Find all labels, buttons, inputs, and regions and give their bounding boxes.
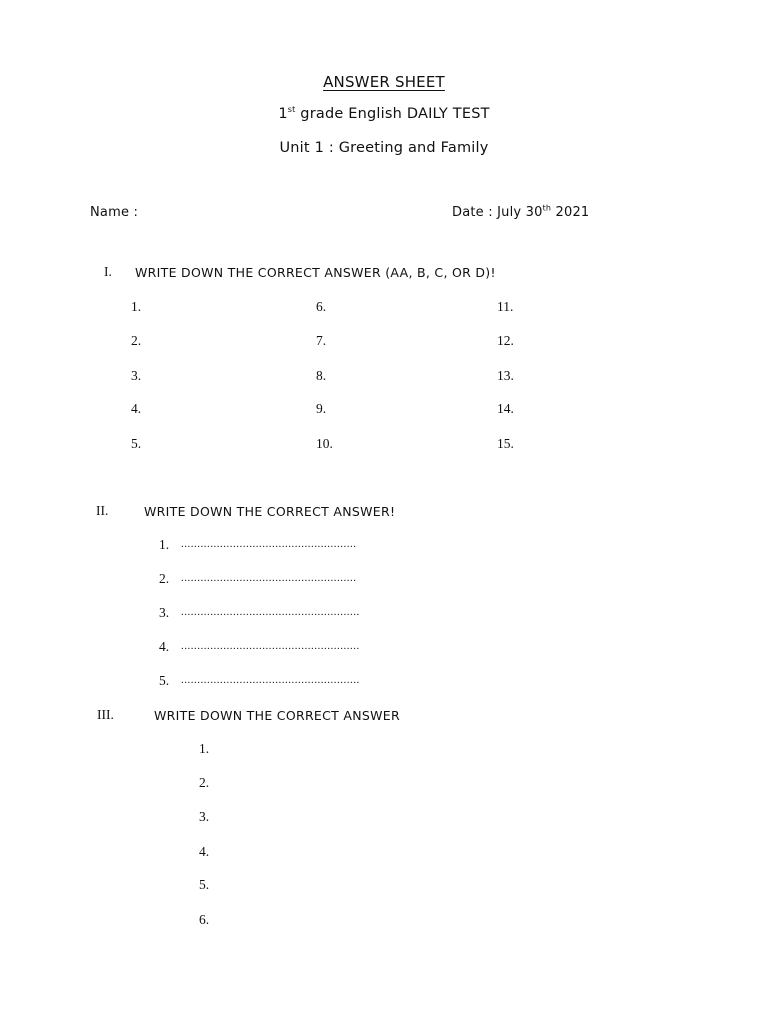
s1-item: 4. — [131, 401, 142, 416]
s1-item: 10. — [316, 436, 333, 451]
s2-answer-line: ....................................................... — [181, 640, 360, 652]
grade-title — [0, 106, 768, 122]
date-ordinal: th — [542, 203, 552, 213]
s1-item: 11. — [497, 299, 514, 314]
section-1-instruction: WRITE DOWN THE CORRECT ANSWER (AA, B, C, OR D)! — [135, 265, 496, 280]
s2-item-number: 5. — [159, 673, 170, 688]
s2-item-number: 4. — [159, 639, 170, 654]
s3-item: 1. — [199, 741, 210, 756]
s3-item: 4. — [199, 844, 210, 859]
s1-item: 8. — [316, 368, 327, 383]
s1-item: 12. — [497, 333, 514, 348]
s2-answer-line: ...................................................... — [181, 572, 357, 584]
s1-item: 1. — [131, 299, 142, 314]
unit-title: Unit 1 : Greeting and Family — [279, 140, 489, 156]
s1-item: 14. — [497, 401, 514, 416]
s1-item: 2. — [131, 333, 142, 348]
sheet-title: ANSWER SHEET — [323, 73, 445, 91]
date-label — [452, 205, 589, 220]
date-prefix: Date : July 30 — [452, 205, 543, 220]
s2-item-number: 1. — [159, 537, 170, 552]
s2-answer-line: ...................................................... — [181, 538, 357, 550]
date-year: 2021 — [551, 205, 590, 220]
grade-number: 1 — [278, 106, 288, 122]
s1-item: 5. — [131, 436, 142, 451]
grade-subject: grade English DAILY TEST — [295, 106, 490, 122]
section-1-numeral: I. — [104, 264, 112, 279]
s2-answer-line: ....................................................... — [181, 606, 360, 618]
section-2-instruction: WRITE DOWN THE CORRECT ANSWER! — [144, 504, 396, 519]
section-2-numeral: II. — [96, 503, 109, 518]
s3-item: 6. — [199, 912, 210, 927]
s1-item: 6. — [316, 299, 327, 314]
grade-ordinal: st — [287, 105, 296, 115]
s1-item: 15. — [497, 436, 514, 451]
s1-item: 9. — [316, 401, 327, 416]
s2-item-number: 2. — [159, 571, 170, 586]
s3-item: 5. — [199, 877, 210, 892]
section-3-instruction: WRITE DOWN THE CORRECT ANSWER — [154, 708, 400, 723]
section-3-numeral: III. — [97, 707, 114, 722]
s1-item: 7. — [316, 333, 327, 348]
s2-answer-line: ....................................................... — [181, 674, 360, 686]
s1-item: 13. — [497, 368, 514, 383]
s2-item-number: 3. — [159, 605, 170, 620]
s1-item: 3. — [131, 368, 142, 383]
name-label: Name : — [90, 205, 139, 220]
s3-item: 2. — [199, 775, 210, 790]
s3-item: 3. — [199, 809, 210, 824]
